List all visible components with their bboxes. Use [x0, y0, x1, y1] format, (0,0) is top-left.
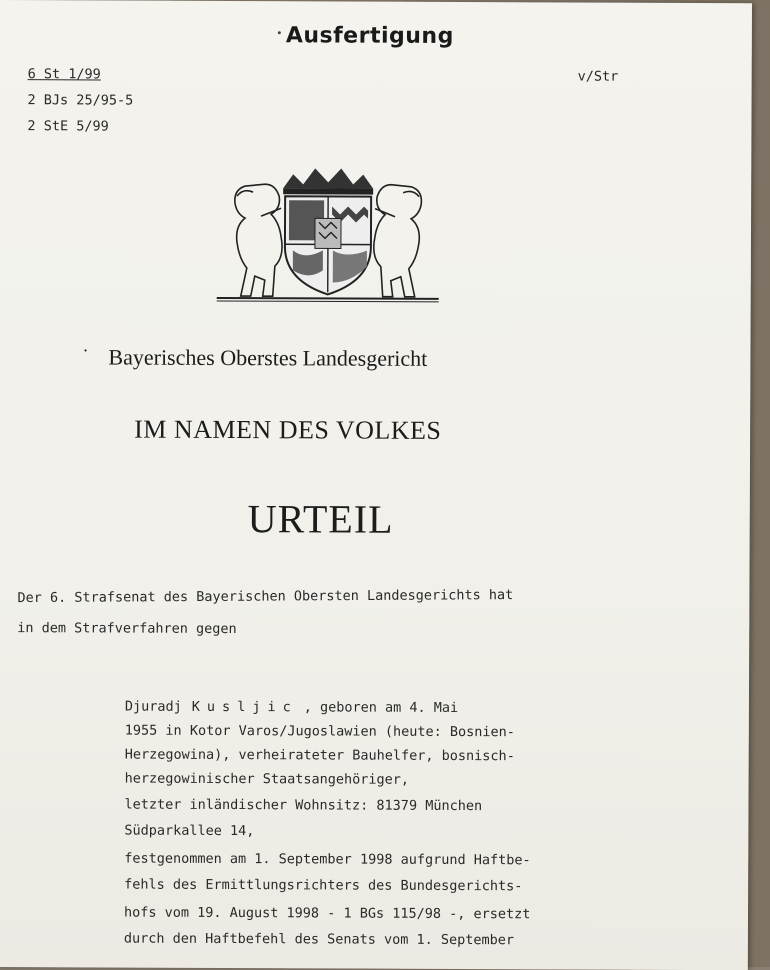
defendant-line-4: letzter inländischer Wohnsitz: 81379 München [124, 797, 482, 815]
reference-number-3: 2 StE 5/99 [27, 118, 108, 134]
defendant-last-name: Kusljic [192, 699, 298, 715]
ausfertigung-stamp: Ausfertigung [286, 23, 454, 49]
urteil-title: URTEIL [248, 495, 394, 543]
defendant-name-line [125, 699, 458, 716]
court-name: Bayerisches Oberstes Landesgericht [108, 344, 427, 371]
defendant-line-1: 1955 in Kotor Varos/Jugoslawien (heute: Bosnien- [125, 723, 515, 741]
im-namen-des-volkes-heading: IM NAMEN DES VOLKES [134, 415, 441, 446]
defendant-line-3: herzegowinischer Staatsangehöriger, [125, 771, 410, 788]
defendant-line-5: Südparkallee 14, [124, 823, 254, 840]
reference-number-1: 6 St 1/99 [28, 66, 101, 82]
ink-speck [278, 31, 281, 34]
defendant-line-2: Herzegowina), verheirateter Bauhelfer, bosnisch- [125, 747, 515, 765]
intro-line-2: in dem Strafverfahren gegen [17, 620, 237, 637]
ink-dot: · [82, 340, 88, 361]
defendant-line-8: hofs vom 19. August 1998 - 1 BGs 115/98 -, ersetzt [124, 905, 530, 923]
reference-number-2: 2 BJs 25/95-5 [28, 92, 134, 108]
defendant-line-7: fehls des Ermittlungsrichters des Bundesgerichts- [124, 877, 522, 895]
defendant-birth: , geboren am 4. Mai [304, 699, 459, 716]
defendant-line-6: festgenommen am 1. September 1998 aufgrund Haftbe- [124, 851, 530, 869]
defendant-first-name: Djuradj [125, 699, 182, 715]
defendant-line-9: durch den Haftbefehl des Senats vom 1. September [124, 931, 514, 949]
clerk-initials: v/Str [578, 69, 619, 85]
intro-line-1: Der 6. Strafsenat des Bayerischen Obersten Landesgerichts hat [17, 587, 513, 606]
bavarian-coat-of-arms-icon [215, 166, 442, 305]
